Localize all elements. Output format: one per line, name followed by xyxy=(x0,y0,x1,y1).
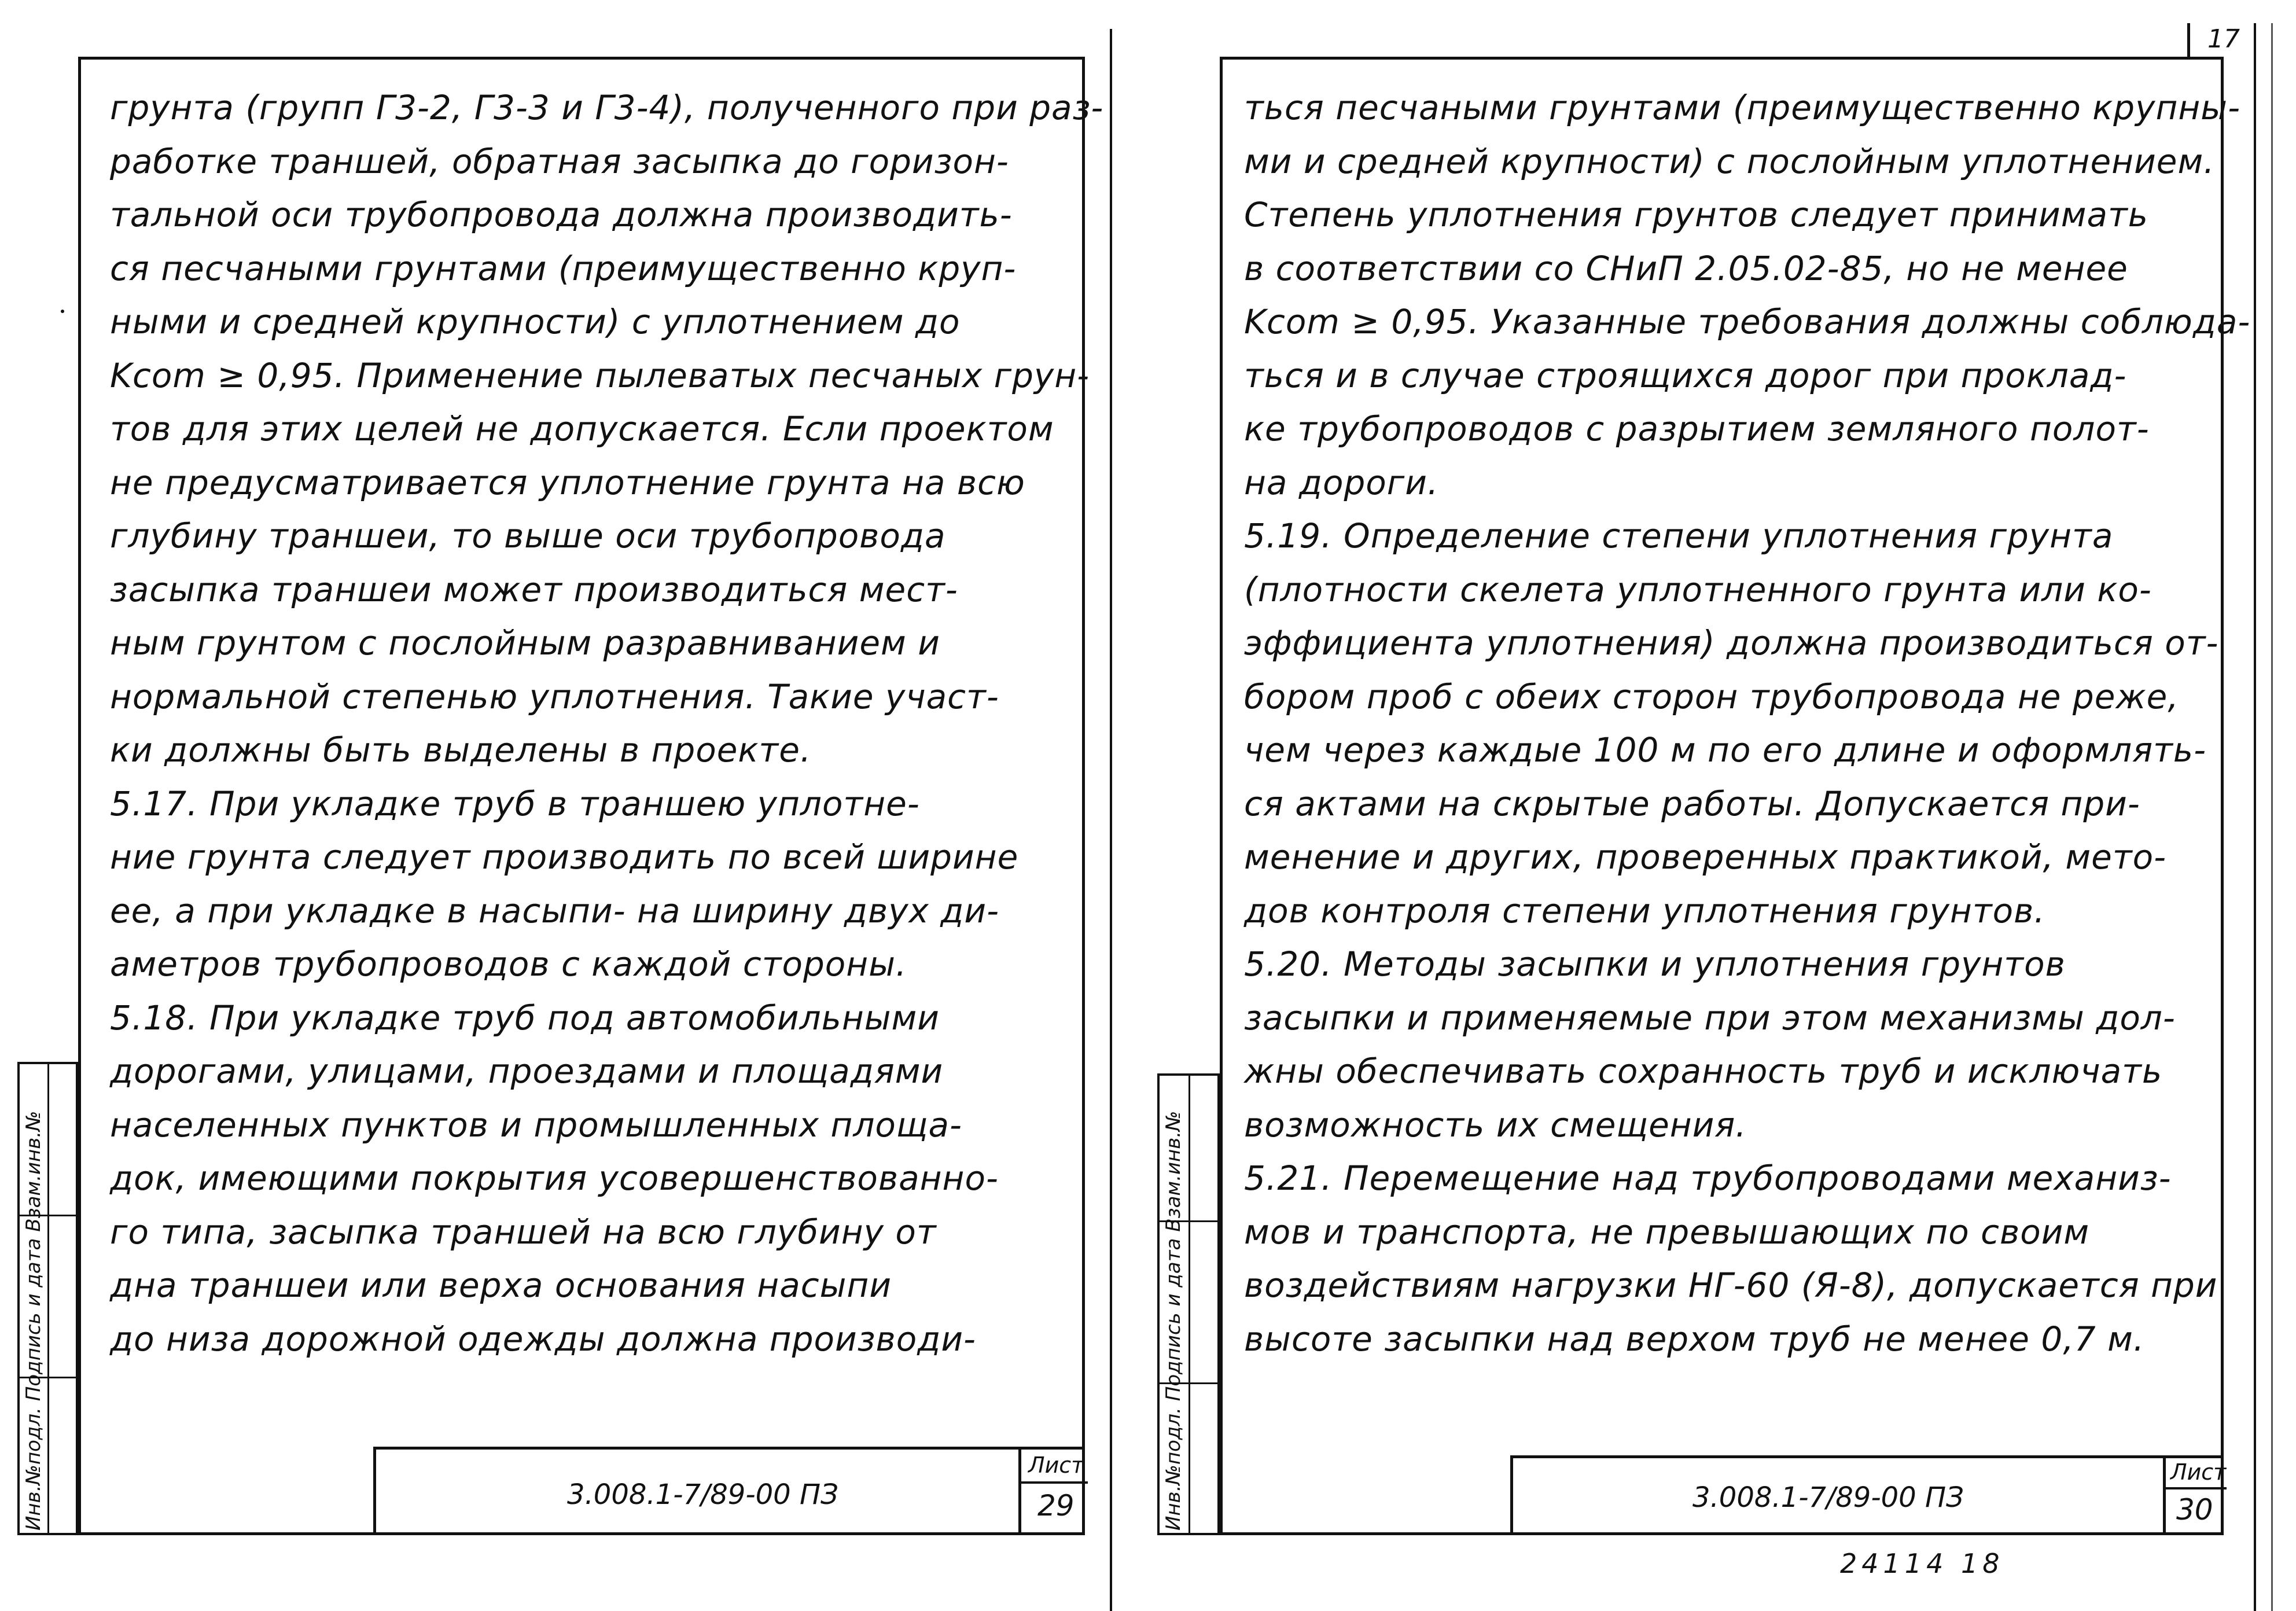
right-side-stamp-text: Инв.№подл. Подпись и дата Взам.инв.№ xyxy=(1162,1110,1185,1531)
text-line: 5.19. Определение степени уплотнения грунта xyxy=(1244,516,2114,556)
corner-page-number: 17 xyxy=(2207,24,2240,54)
text-line: ние грунта следует производить по всей ширине xyxy=(110,837,1019,877)
text-line: бором проб с обеих сторон трубопровода не реже, xyxy=(1244,676,2179,716)
text-line: ми и средней крупности) с послойным уплотнением. xyxy=(1244,141,2215,181)
left-page-text xyxy=(110,81,1103,1366)
center-fold-line xyxy=(1110,29,1112,1611)
text-line: нормальной степенью уплотнения. Такие участ- xyxy=(110,676,999,716)
left-document-code: 3.008.1-7/89-00 ПЗ xyxy=(567,1478,838,1511)
sheet-cell-divider xyxy=(2166,1487,2227,1489)
corner-number-box xyxy=(2187,23,2254,58)
right-edge-line xyxy=(2254,23,2256,1611)
text-line: ки должны быть выделены в проекте. xyxy=(110,730,812,770)
text-line: грунта (групп Г3-2, Г3-3 и Г3-4), полученного при раз- xyxy=(110,88,1104,127)
text-line: не предусматривается уплотнение грунта на всю xyxy=(110,462,1025,502)
text-line: ными и средней крупности) с уплотнением до xyxy=(110,302,961,341)
left-sheet-number: 29 xyxy=(1037,1489,1075,1522)
left-sheet-label: Лист xyxy=(1028,1452,1084,1478)
text-line: чем через каждые 100 м по его длине и оформлять- xyxy=(1244,730,2206,770)
text-line: ся актами на скрытые работы. Допускается при- xyxy=(1244,784,2140,823)
text-line: населенных пунктов и промышленных площа- xyxy=(110,1105,962,1145)
left-sheet-cell xyxy=(1018,1450,1085,1535)
text-line: (плотности скелета уплотненного грунта или ко- xyxy=(1244,569,2152,609)
text-line: на дороги. xyxy=(1244,462,1439,502)
text-line: 5.18. При укладке труб под автомобильными xyxy=(110,998,940,1038)
text-line: эффициента уплотнения) должна производиться от- xyxy=(1244,623,2219,663)
text-line: в соответствии со СНиП 2.05.02-85, но не менее xyxy=(1244,248,2128,288)
right-sheet-number: 30 xyxy=(2176,1493,2213,1527)
right-sheet-cell xyxy=(2163,1458,2227,1535)
text-line: 5.20. Методы засыпки и уплотнения грунтов xyxy=(1244,944,2066,984)
text-line: 5.17. При укладке труб в траншею уплотне- xyxy=(110,784,920,823)
text-line: ным грунтом с послойным разравниванием и xyxy=(110,623,940,663)
text-line: засыпка траншеи может производиться мест- xyxy=(110,569,958,609)
right-document-code: 3.008.1-7/89-00 ПЗ xyxy=(1692,1481,1964,1514)
text-line: тальной оси трубопровода должна производить- xyxy=(110,195,1013,234)
left-title-block xyxy=(373,1447,1085,1535)
text-line: дна траншеи или верха основания насыпи xyxy=(110,1266,892,1305)
text-line: до низа дорожной одежды должна производи- xyxy=(110,1319,976,1359)
side-strip-divider xyxy=(47,1064,49,1533)
text-line: тов для этих целей не допускается. Если проектом xyxy=(110,409,1054,448)
text-line: ке трубопроводов с разрытием земляного полот- xyxy=(1244,409,2150,448)
text-line: Kcom ≥ 0,95. Применение пылеватых песчаных грун- xyxy=(110,355,1090,395)
text-line: Степень уплотнения грунтов следует принимать xyxy=(1244,195,2148,234)
text-line: Kcom ≥ 0,95. Указанные требования должны соблюда- xyxy=(1244,302,2251,341)
text-line: дов контроля степени уплотнения грунтов. xyxy=(1244,891,2045,930)
text-line: глубину траншеи, то выше оси трубопровода xyxy=(110,516,946,556)
text-line: жны обеспечивать сохранность труб и исключать xyxy=(1244,1051,2163,1091)
right-page-text xyxy=(1244,81,2250,1366)
text-line: мов и транспорта, не превышающих по своим xyxy=(1244,1212,2090,1252)
archive-number: 24114 18 xyxy=(1840,1548,2004,1579)
scan-speck xyxy=(61,310,64,313)
text-line: ться и в случае строящихся дорог при проклад- xyxy=(1244,355,2127,395)
sheet-cell-divider xyxy=(1021,1481,1088,1484)
text-line: работке траншей, обратная засыпка до горизон- xyxy=(110,141,1009,181)
text-line: 5.21. Перемещение над трубопроводами механиз- xyxy=(1244,1158,2172,1198)
text-line: воздействиям нагрузки НГ-60 (Я-8), допускается при xyxy=(1244,1266,2218,1305)
right-edge-line-2 xyxy=(2271,23,2273,1611)
text-line: аметров трубопроводов с каждой стороны. xyxy=(110,944,907,984)
text-line: го типа, засыпка траншей на всю глубину от xyxy=(110,1212,937,1252)
left-side-stamp-text: Инв.№подл. Подпись и дата Взам.инв.№ xyxy=(22,1110,45,1531)
text-line: дорогами, улицами, проездами и площадями xyxy=(110,1051,944,1091)
text-line: док, имеющими покрытия усовершенствованно- xyxy=(110,1158,999,1198)
text-line: ться песчаными грунтами (преимущественно крупны- xyxy=(1244,88,2241,127)
text-line: возможность их смещения. xyxy=(1244,1105,1747,1145)
text-line: менение и других, проверенных практикой, мето- xyxy=(1244,837,2167,877)
text-line: высоте засыпки над верхом труб не менее 0,7 м. xyxy=(1244,1319,2145,1359)
text-line: ее, а при укладке в насыпи- на ширину двух ди- xyxy=(110,891,1000,930)
side-strip-divider xyxy=(1189,1076,1190,1533)
text-line: засыпки и применяемые при этом механизмы дол- xyxy=(1244,998,2176,1038)
right-title-block xyxy=(1510,1455,2227,1535)
right-sheet-label: Лист xyxy=(2170,1459,2227,1485)
text-line: ся песчаными грунтами (преимущественно круп- xyxy=(110,248,1017,288)
